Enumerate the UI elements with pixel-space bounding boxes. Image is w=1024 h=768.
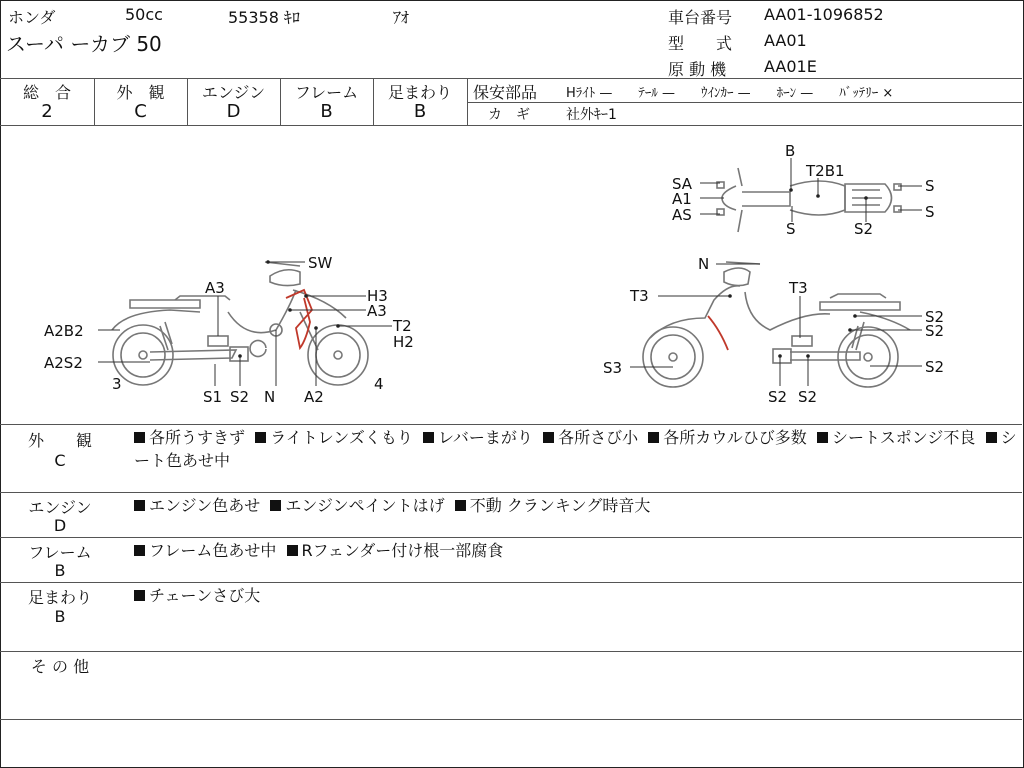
label-a3-right: A3	[367, 302, 387, 320]
leader-dots	[238, 188, 868, 358]
body-color: ｱｵ	[393, 8, 410, 27]
grade-frame-label: フレーム	[294, 83, 359, 102]
key-value: 社外ｷｰ1	[566, 107, 617, 123]
remark-items: エンジン色あせ エンジンペイントはげ 不動 クランキング時音大	[134, 494, 650, 517]
divider	[0, 424, 1022, 425]
grade-exterior-value: C	[134, 101, 147, 122]
type-label: 型 式	[668, 34, 733, 53]
label-n: N	[698, 255, 710, 273]
grade-engine-value: D	[226, 101, 241, 122]
divider	[0, 492, 1022, 493]
right-side-damage-marks	[708, 316, 728, 350]
label-s2-a: S2	[925, 308, 945, 326]
remark-grade: D	[53, 516, 67, 535]
grade-frame-value: B	[320, 101, 333, 122]
label-n: N	[264, 388, 276, 406]
label-as: AS	[672, 206, 692, 224]
displacement: 50cc	[125, 5, 163, 24]
divider	[0, 537, 1022, 538]
label-a1: A1	[672, 190, 692, 208]
engine-model-label: 原 動 機	[668, 60, 727, 79]
label-h2: H2	[393, 333, 414, 351]
label-sw: SW	[308, 254, 333, 272]
safety-parts-items: Hﾗｲﾄ — ﾃｰﾙ — ｳｲﾝｶｰ — ﾎｰﾝ — ﾊﾞｯﾃﾘｰ ×	[566, 86, 894, 101]
label-front-wheel-number: 3	[112, 375, 122, 393]
grade-total-value: 2	[41, 101, 53, 122]
divider	[0, 719, 1022, 720]
label-s1: S1	[203, 388, 223, 406]
frame-no-value: AA01-1096852	[764, 5, 884, 24]
label-sa: SA	[672, 175, 693, 193]
label-rear-wheel-number: 4	[374, 375, 384, 393]
label-t2: T2	[393, 317, 412, 335]
label-a2s2: A2S2	[44, 354, 83, 372]
remark-label: フレーム	[28, 543, 92, 562]
remark-label: そ の 他	[30, 657, 90, 676]
label-t3-left: T3	[630, 287, 649, 305]
remark-grade: C	[54, 451, 66, 470]
model-name: スーパ ーカブ 50	[6, 32, 162, 56]
left-side-damage-marks	[286, 290, 312, 348]
remark-label: 足まわり	[27, 588, 92, 607]
grade-engine-label: エンジン	[201, 83, 266, 102]
grade-exterior-label: 外 観	[116, 83, 165, 102]
grade-suspension-label: 足まわり	[387, 83, 452, 102]
right-side-bike	[643, 262, 910, 387]
divider	[0, 651, 1022, 652]
label-h3: H3	[367, 287, 388, 305]
label-b: B	[785, 142, 796, 160]
grade-suspension-value: B	[413, 101, 427, 122]
divider	[0, 582, 1022, 583]
label-s2-bottom-right: S2	[798, 388, 818, 406]
label-t3-right: T3	[789, 279, 808, 297]
label-s2: S2	[230, 388, 250, 406]
maker: ホンダ	[8, 8, 56, 27]
label-t2b1: T2B1	[806, 162, 845, 180]
label-a2b2: A2B2	[44, 322, 84, 340]
remark-grade: B	[54, 561, 66, 580]
remark-items: フレーム色あせ中 Rフェンダー付け根一部腐食	[134, 539, 503, 562]
label-s2: S2	[854, 220, 874, 238]
remark-items: チェーンさび大	[134, 584, 260, 607]
label-s2-bottom-left: S2	[768, 388, 788, 406]
label-s-right-top: S	[925, 177, 935, 195]
grade-total-label: 総 合	[22, 83, 71, 102]
label-s3: S3	[603, 359, 623, 377]
label-s: S	[786, 220, 796, 238]
remark-grade: B	[54, 607, 66, 626]
label-s2-c: S2	[925, 358, 945, 376]
label-s2-b: S2	[925, 322, 945, 340]
remark-items: 各所うすきず ライトレンズくもり レバーまがり 各所さび小 各所カウルひび多数 シートスポンジ不良 シート色あせ中	[134, 428, 1017, 470]
label-a2: A2	[304, 388, 324, 406]
engine-model-value: AA01E	[764, 57, 817, 76]
frame-no-label: 車台番号	[668, 8, 733, 27]
mileage: 55358 ｷﾛ	[228, 8, 300, 27]
remark-label: エンジン	[28, 498, 92, 517]
remark-label: 外 観	[27, 431, 92, 450]
label-s-right-bottom: S	[925, 203, 935, 221]
key-label: カ ギ	[488, 107, 530, 123]
type-value: AA01	[764, 31, 807, 50]
safety-parts-label: 保安部品	[473, 83, 538, 102]
label-a3-top: A3	[205, 279, 225, 297]
